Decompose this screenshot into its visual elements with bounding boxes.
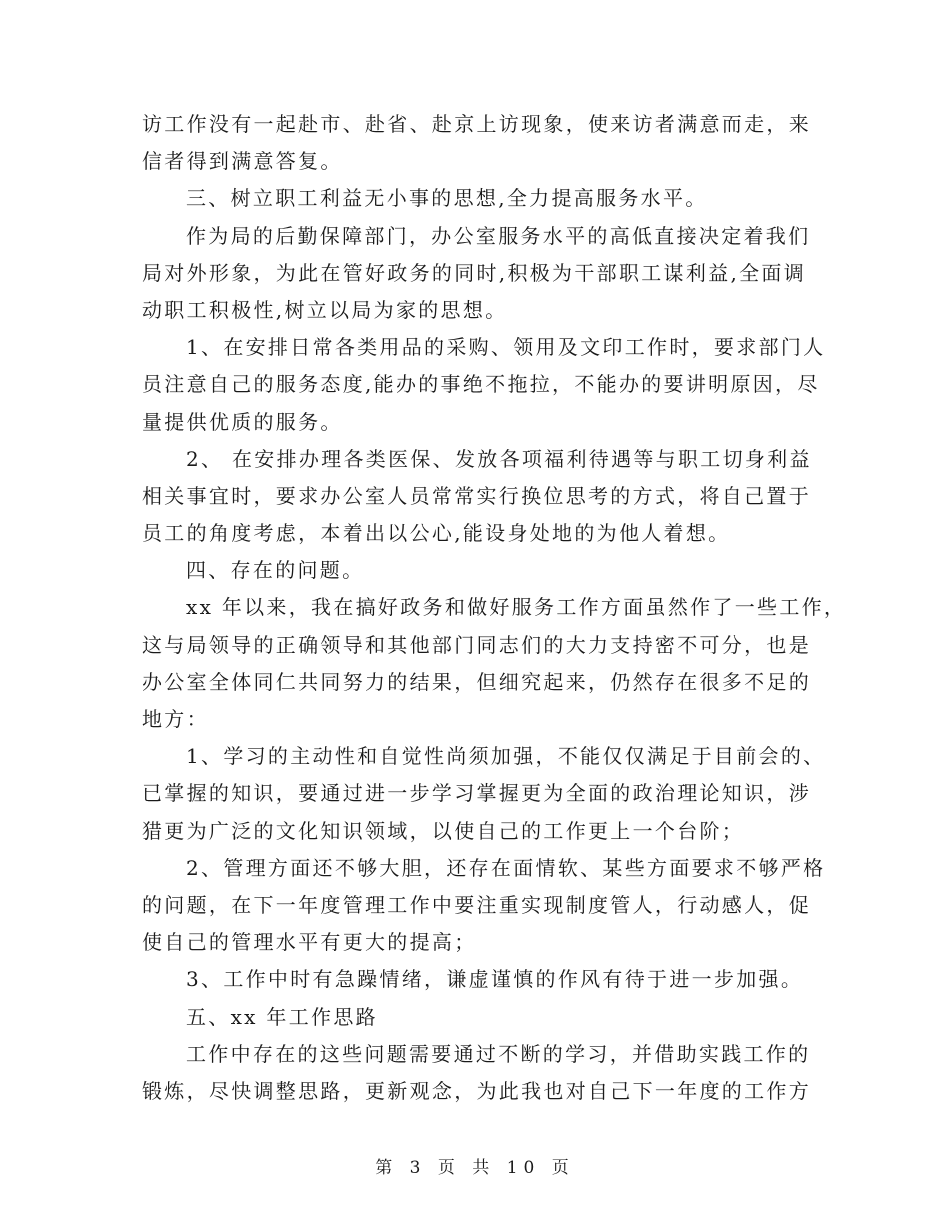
text-line: 作为局的后勤保障部门，办公室服务水平的高低直接决定着我们: [186, 223, 811, 248]
page-footer: 第 3 页 共 10 页: [375, 1158, 575, 1178]
text-line: 量提供优质的服务。: [142, 409, 343, 434]
text-line: 猎更为广泛的文化知识领域，以使自己的工作更上一个台阶；: [142, 818, 745, 843]
text-line: 这与局领导的正确领导和其他部门同志们的大力支持密不可分，也是: [142, 632, 811, 657]
text-line: 动职工积极性,树立以局为家的思想。: [142, 297, 508, 322]
text-line: 已掌握的知识，要通过进一步学习掌握更为全面的政治理论知识，涉: [142, 781, 811, 806]
text-line: 五、xx 年工作思路: [186, 1004, 378, 1029]
text-line: 2、管理方面还不够大胆，还存在面情软、某些方面要求不够严格: [186, 855, 826, 880]
text-line: 信者得到满意答复。: [142, 149, 343, 174]
text-line: 员注意自己的服务态度,能办的事绝不拖拉，不能办的要讲明原因，尽: [142, 372, 820, 397]
text-line: 1、学习的主动性和自觉性尚须加强，不能仅仅满足于目前会的、: [186, 744, 826, 769]
text-line: 2、 在安排办理各类医保、发放各项福利待遇等与职工切身利益: [186, 446, 812, 471]
document-body: [142, 106, 847, 1110]
text-line: 工作中存在的这些问题需要通过不断的学习，并借助实践工作的: [186, 1041, 811, 1066]
text-line: 访工作没有一起赴市、赴省、赴京上访现象，使来访者满意而走，来: [142, 112, 811, 136]
text-line: 的问题，在下一年度管理工作中要注重实现制度管人，行动感人，促: [142, 892, 811, 917]
text-line: 三、树立职工利益无小事的思想,全力提高服务水平。: [186, 186, 708, 211]
text-line: 地方：: [142, 707, 209, 731]
text-line: 办公室全体同仁共同努力的结果，但细究起来，仍然存在很多不足的: [142, 669, 811, 694]
text-line: 3、工作中时有急躁情绪，谦虚谨慎的作风有待于进一步加强。: [186, 967, 804, 992]
text-line: 使自己的管理水平有更大的提高；: [142, 930, 477, 955]
text-line: 1、在安排日常各类用品的采购、领用及文印工作时，要求部门人: [186, 335, 826, 360]
text-line: 四、存在的问题。: [186, 558, 365, 583]
text-line: 锻炼，尽快调整思路，更新观念，为此我也对自己下一年度的工作方: [142, 1078, 811, 1103]
text-line: 局对外形象，为此在管好政务的同时,积极为干部职工谋利益,全面调: [142, 260, 807, 285]
text-line: 员工的角度考虑，本着出以公心,能设身处地的为他人着想。: [142, 521, 731, 546]
text-line: xx 年以来，我在搞好政务和做好服务工作方面虽然作了一些工作，: [186, 595, 847, 620]
text-line: 相关事宜时，要求办公室人员常常实行换位思考的方式，将自己置于: [142, 483, 811, 508]
